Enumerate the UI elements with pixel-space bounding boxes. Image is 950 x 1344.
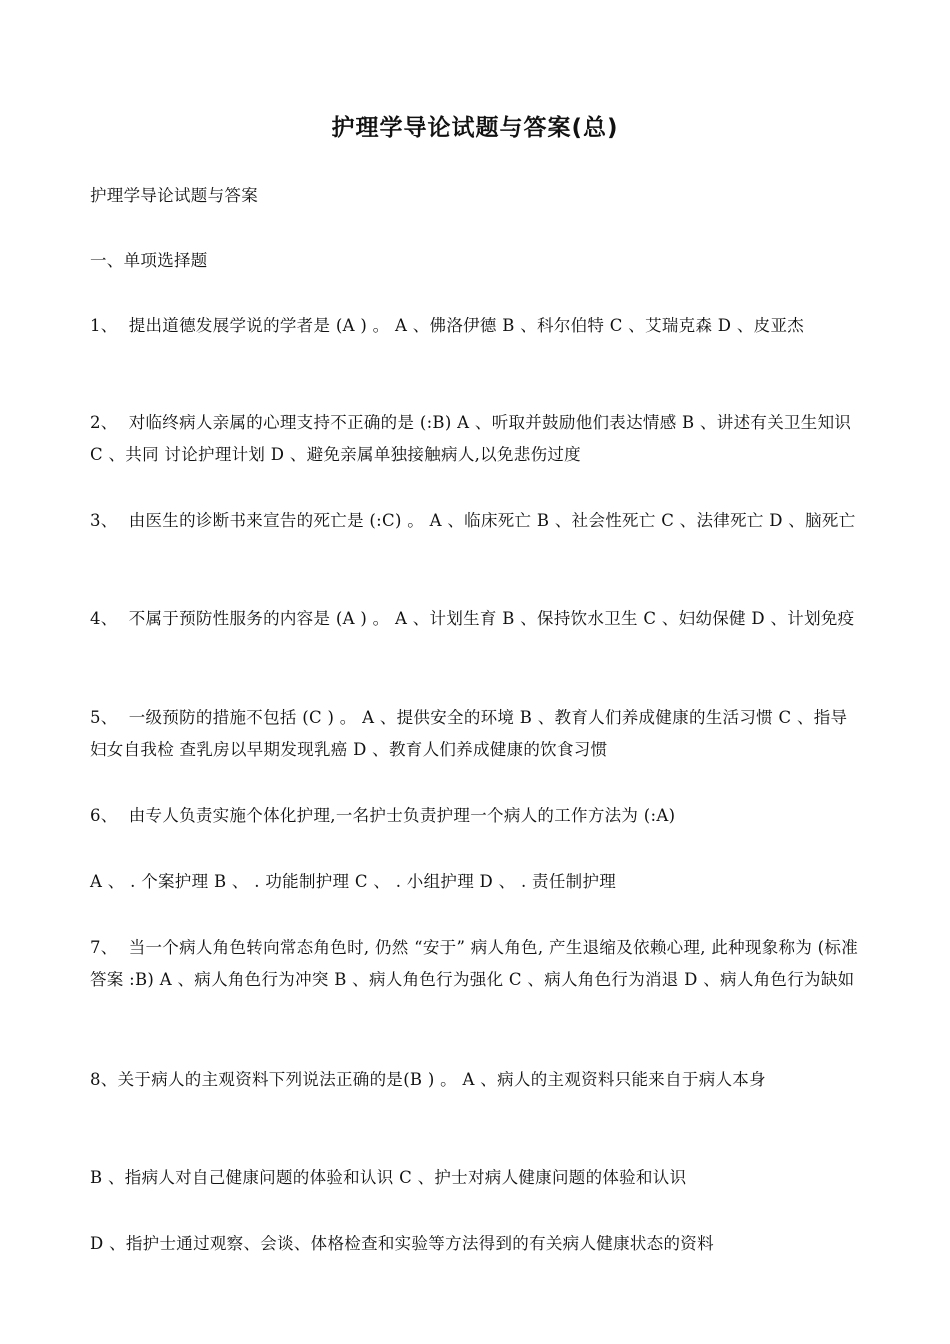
question-8-options-b-c: B 、指病人对自己健康问题的体验和认识 C 、护士对病人健康问题的体验和认识	[90, 1168, 687, 1187]
question-2: 2、 对临终病人亲属的心理支持不正确的是 (:B) A 、听取并鼓励他们表达情感 B 、讲述有关卫生知识 C 、共同 讨论护理计划 D 、避免亲属单独接触病人,以免悲伤过度	[90, 413, 857, 464]
document-subtitle: 护理学导论试题与答案	[90, 186, 258, 205]
question-4: 4、 不属于预防性服务的内容是 (A ) 。 A 、计划生育 B 、保持饮水卫生 C 、妇幼保健 D 、计划免疫	[90, 609, 855, 628]
question-8: 8、关于病人的主观资料下列说法正确的是(B ) 。 A 、病人的主观资料只能来自于病人本身	[90, 1070, 766, 1089]
question-5: 5、 一级预防的措施不包括 (C ) 。 A 、提供安全的环境 B 、教育人们养成健康的生活习惯 C 、指导妇女自我检 查乳房以早期发现乳癌 D 、教育人们养成健康的饮食习惯	[90, 708, 848, 759]
section-heading: 一、单项选择题	[90, 251, 208, 270]
question-8-option-d: D 、指护士通过观察、会谈、体格检查和实验等方法得到的有关病人健康状态的资料	[90, 1234, 714, 1253]
question-3: 3、 由医生的诊断书来宣告的死亡是 (:C) 。 A 、临床死亡 B 、社会性死亡 C 、法律死亡 D 、脑死亡	[90, 511, 856, 530]
question-7: 7、 当一个病人角色转向常态角色时, 仍然 “安于” 病人角色, 产生退缩及依赖心理, 此种现象称为 (标准答案 :B) A 、病人角色行为冲突 B 、病人角色行为强化 C 、病人角色行为消退 D 、病人角色行为缺如	[90, 938, 858, 989]
question-6-options: A 、 . 个案护理 B 、 . 功能制护理 C 、 . 小组护理 D 、 . 责任制护理	[90, 872, 617, 891]
question-1: 1、 提出道德发展学说的学者是 (A ) 。 A 、佛洛伊德 B 、科尔伯特 C 、艾瑞克森 D 、皮亚杰	[90, 316, 805, 335]
question-6: 6、 由专人负责实施个体化护理,一名护士负责护理一个病人的工作方法为 (:A)	[90, 806, 676, 825]
page-title: 护理学导论试题与答案(总)	[331, 115, 619, 141]
